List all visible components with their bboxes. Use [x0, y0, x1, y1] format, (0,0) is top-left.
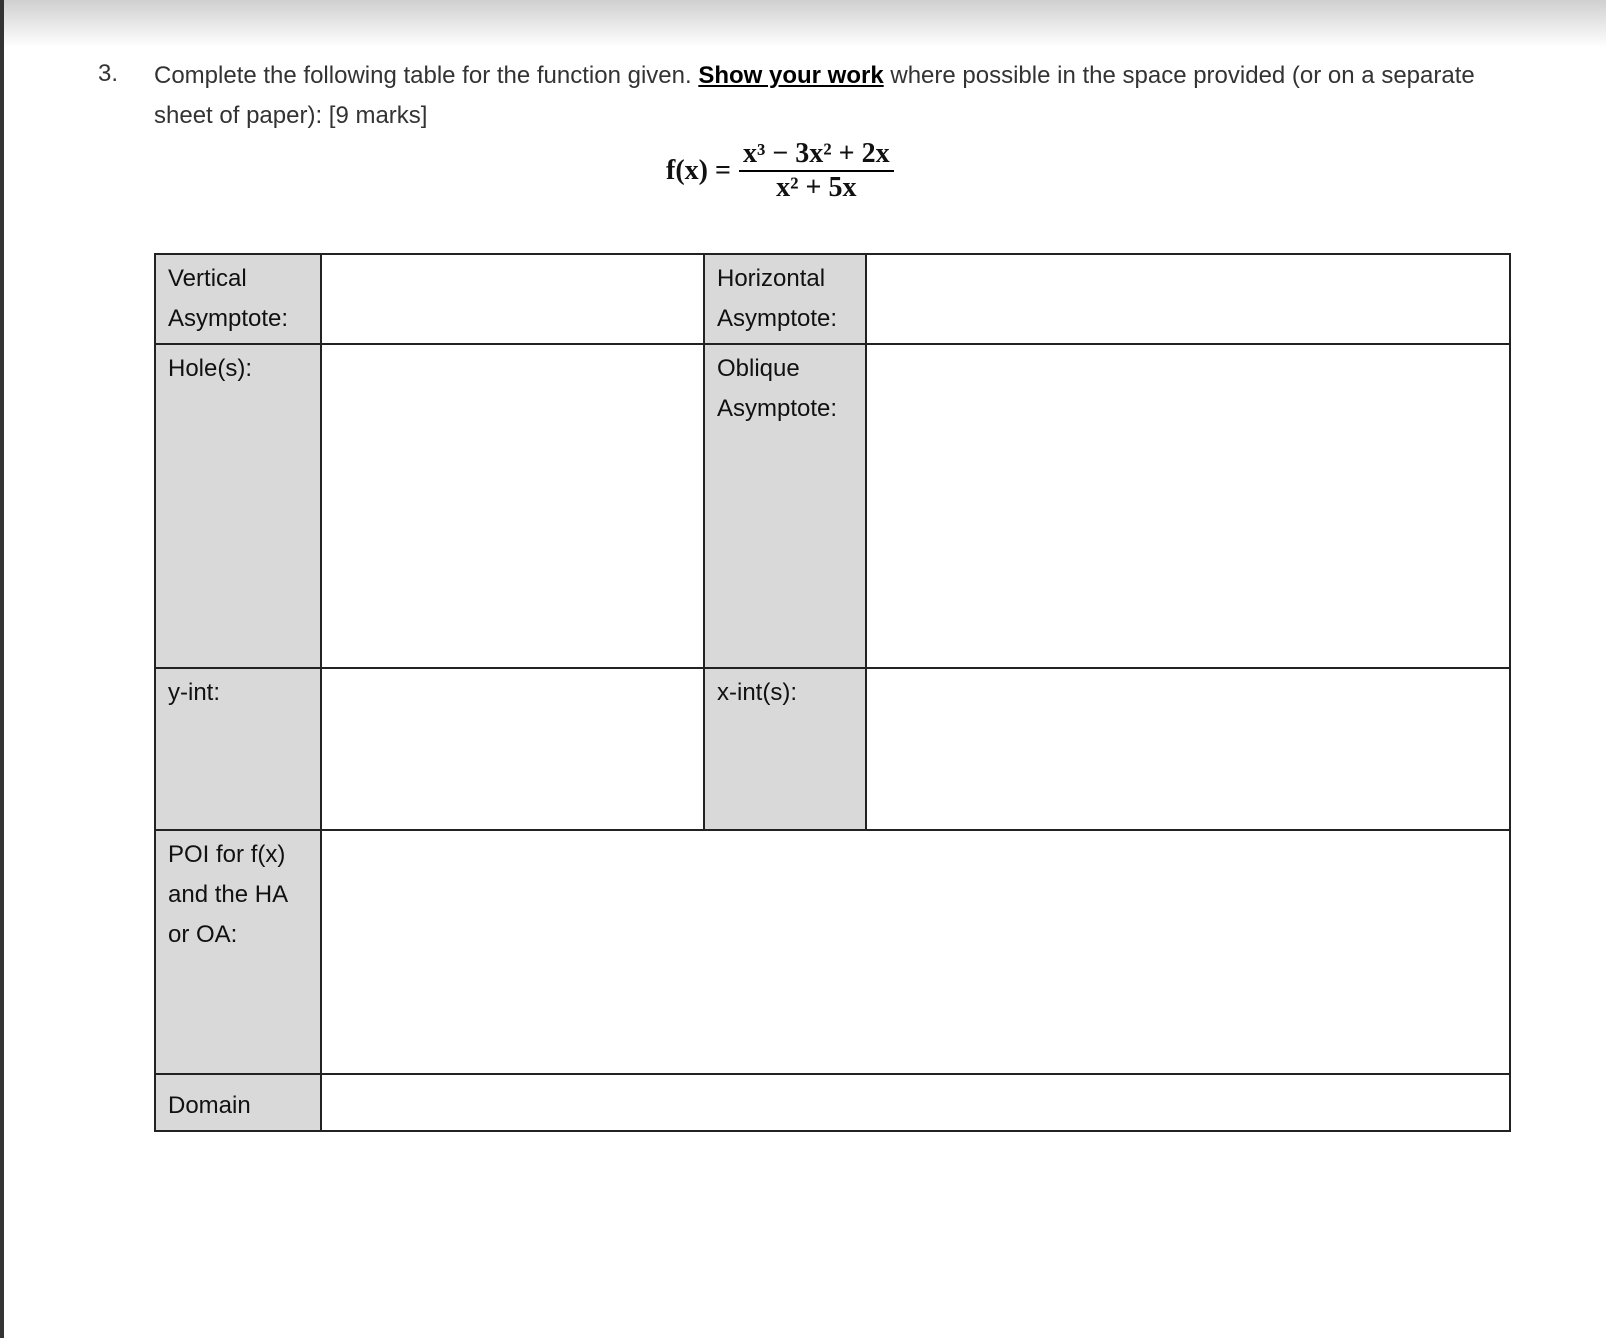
- answer-horizontal-asymptote[interactable]: [866, 254, 1510, 344]
- answer-domain[interactable]: [321, 1074, 1510, 1131]
- window-edge: [0, 0, 4, 1338]
- instr-emphasis: Show your work: [698, 62, 884, 89]
- label-domain: Domain: [155, 1074, 321, 1131]
- label-poi: POI for f(x) and the HA or OA:: [155, 830, 321, 1074]
- label-x-int: x-int(s):: [704, 668, 866, 830]
- answer-table: [154, 253, 1511, 1132]
- answer-x-int[interactable]: [866, 668, 1510, 830]
- answer-poi[interactable]: [321, 830, 1510, 1074]
- instr-text-after: where possible in the space provided (or on a separate sheet of paper): [9 marks]: [154, 62, 1475, 129]
- denominator: x² + 5x: [776, 172, 857, 203]
- top-shadow: [4, 0, 1606, 48]
- answer-vertical-asymptote[interactable]: [321, 254, 704, 344]
- fraction: [739, 138, 894, 204]
- instr-text: Complete the following table for the function given.: [154, 62, 699, 89]
- formula-lhs: f(x) =: [666, 155, 731, 186]
- label-horizontal-asymptote: Horizontal Asymptote:: [704, 254, 866, 344]
- question-number: 3.: [98, 60, 119, 87]
- label-y-int: y-int:: [155, 668, 321, 830]
- function-formula: [666, 138, 894, 204]
- answer-y-int[interactable]: [321, 668, 704, 830]
- label-holes: Hole(s):: [155, 344, 321, 668]
- question-instructions: [154, 56, 1514, 136]
- label-vertical-asymptote: Vertical Asymptote:: [155, 254, 321, 344]
- answer-holes[interactable]: [321, 344, 704, 668]
- answer-oblique-asymptote[interactable]: [866, 344, 1510, 668]
- label-oblique-asymptote: Oblique Asymptote:: [704, 344, 866, 668]
- numerator: x³ − 3x² + 2x: [739, 138, 894, 172]
